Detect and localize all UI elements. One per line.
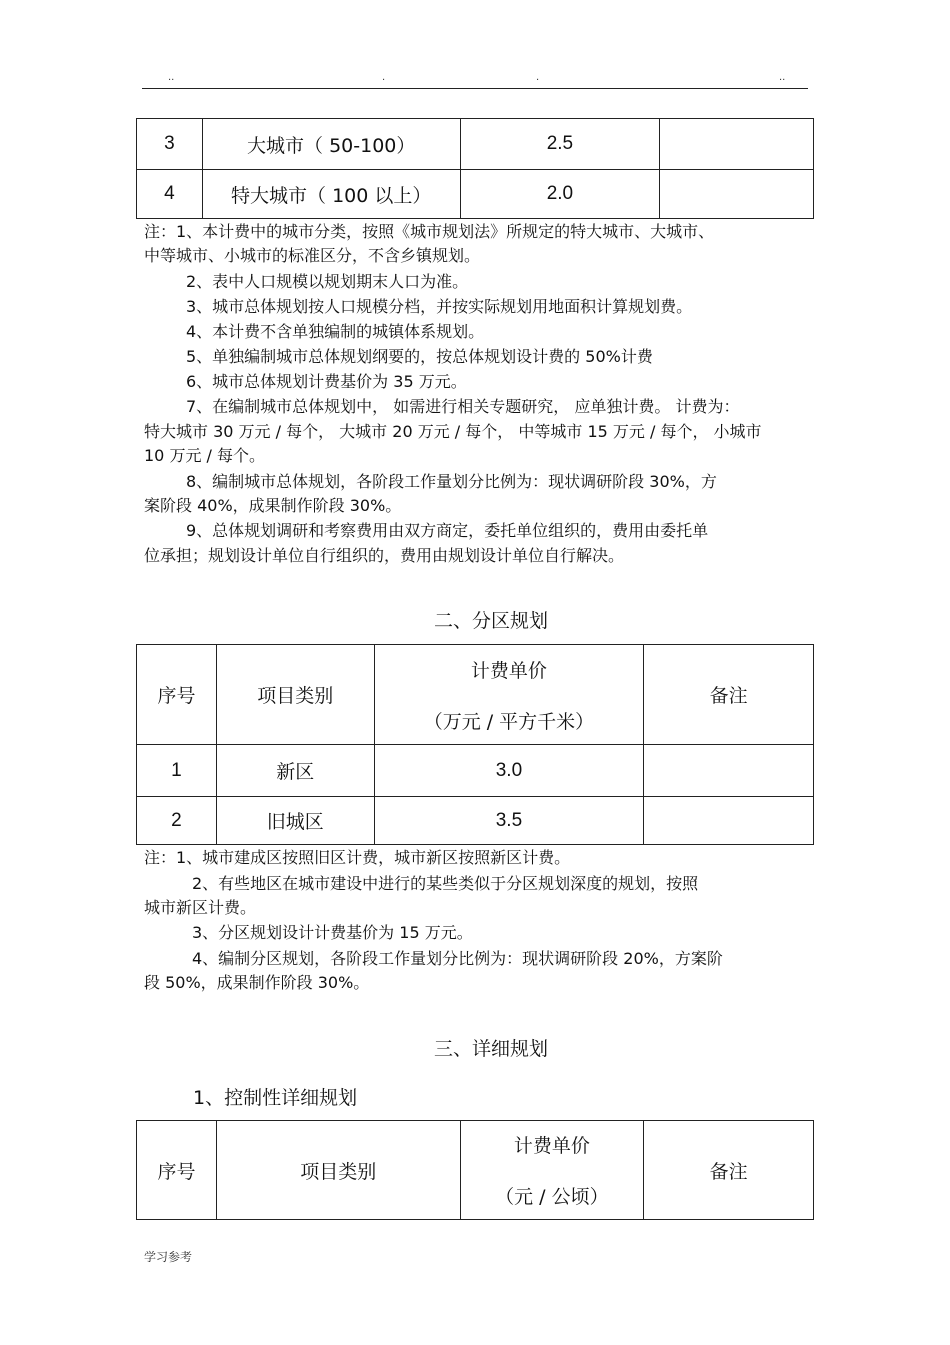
- city-type: 特大城市（ 100 以上）: [202, 170, 460, 219]
- row-number: 2: [137, 797, 217, 845]
- note-line: 10 万元 / 每个。: [144, 446, 266, 465]
- unit-price: 2.0: [460, 170, 660, 219]
- row-number: 4: [137, 170, 203, 219]
- note-line: 8、编制城市总体规划，各阶段工作量划分比例为：现状调研阶段 30%，方: [186, 472, 717, 491]
- header-price: [374, 645, 644, 745]
- remark: [644, 745, 814, 797]
- unit-price: 3.5: [374, 797, 644, 845]
- note-line: 注：1、本计费中的城市分类，按照《城市规划法》所规定的特大城市、大城市、: [144, 222, 715, 241]
- note-line: 4、编制分区规划，各阶段工作量划分比例为：现状调研阶段 20%，方案阶: [192, 949, 723, 968]
- table-row: [137, 119, 814, 170]
- note-line: 3、分区规划设计计费基价为 15 万元。: [192, 923, 473, 942]
- district-type: 旧城区: [216, 797, 374, 845]
- note-line: 位承担；规划设计单位自行组织的，费用由规划设计单位自行解决。: [144, 546, 625, 565]
- header-no: 序号: [137, 1121, 217, 1220]
- table-header-row: [137, 1121, 814, 1220]
- district-type: 新区: [216, 745, 374, 797]
- header-price: [460, 1121, 644, 1220]
- note-line: 4、本计费不含单独编制的城镇体系规划。: [186, 322, 485, 341]
- header-type: 项目类别: [216, 1121, 460, 1220]
- unit-price: 3.0: [374, 745, 644, 797]
- table-row: [137, 170, 814, 219]
- note-line: 7、在编制城市总体规划中， 如需进行相关专题研究， 应单独计费。 计费为：: [186, 397, 740, 416]
- note-line: 5、单独编制城市总体规划纲要的，按总体规划设计费的 50%计费: [186, 347, 653, 366]
- header-price-line1: 计费单价: [470, 659, 547, 682]
- header-dot: .: [536, 72, 540, 83]
- city-plan-fee-table: [136, 118, 814, 219]
- section-title: 三、详细规划: [434, 1038, 549, 1060]
- remark: [660, 119, 814, 170]
- header-rule: [142, 88, 808, 89]
- header-dot: .: [382, 72, 386, 83]
- table-header-row: [137, 645, 814, 745]
- header-price-line2: （元 / 公顷）: [495, 1186, 609, 1208]
- row-number: 1: [137, 745, 217, 797]
- header-remark: 备注: [644, 645, 814, 745]
- section-title: 二、分区规划: [434, 610, 549, 632]
- city-type: 大城市（ 50-100）: [202, 119, 460, 170]
- note-line: 案阶段 40%，成果制作阶段 30%。: [144, 496, 402, 515]
- header-type: 项目类别: [216, 645, 374, 745]
- note-line: 段 50%，成果制作阶段 30%。: [144, 973, 370, 992]
- unit-price: 2.5: [460, 119, 660, 170]
- header-dot: ..: [168, 72, 175, 83]
- table-row: [137, 745, 814, 797]
- note-line: 中等城市、小城市的标准区分，不含乡镇规划。: [144, 246, 481, 265]
- note-line: 6、城市总体规划计费基价为 35 万元。: [186, 372, 467, 391]
- note-line: 2、表中人口规模以规划期末人口为准。: [186, 272, 469, 291]
- district-plan-fee-table: [136, 644, 814, 845]
- detailed-plan-fee-table: [136, 1120, 814, 1220]
- note-line: 特大城市 30 万元 / 每个， 大城市 20 万元 / 每个， 中等城市 15 万元 / 每个， 小城市: [144, 422, 762, 441]
- header-remark: 备注: [644, 1121, 814, 1220]
- remark: [644, 797, 814, 845]
- header-price-line2: （万元 / 平方千米）: [423, 710, 595, 733]
- note-line: 9、总体规划调研和考察费用由双方商定，委托单位组织的，费用由委托单: [186, 521, 709, 540]
- subsection-title: 1、控制性详细规划: [193, 1087, 358, 1109]
- header-no: 序号: [137, 645, 217, 745]
- row-number: 3: [137, 119, 203, 170]
- note-line: 2、有些地区在城市建设中进行的某些类似于分区规划深度的规划，按照: [192, 874, 699, 893]
- remark: [660, 170, 814, 219]
- note-line: 注：1、城市建成区按照旧区计费，城市新区按照新区计费。: [144, 848, 571, 867]
- page-footer: 学习参考: [144, 1250, 193, 1264]
- header-dot: ..: [779, 72, 786, 83]
- note-line: 3、城市总体规划按人口规模分档，并按实际规划用地面积计算规划费。: [186, 297, 693, 316]
- header-price-line1: 计费单价: [513, 1135, 590, 1157]
- table-row: [137, 797, 814, 845]
- note-line: 城市新区计费。: [144, 898, 257, 917]
